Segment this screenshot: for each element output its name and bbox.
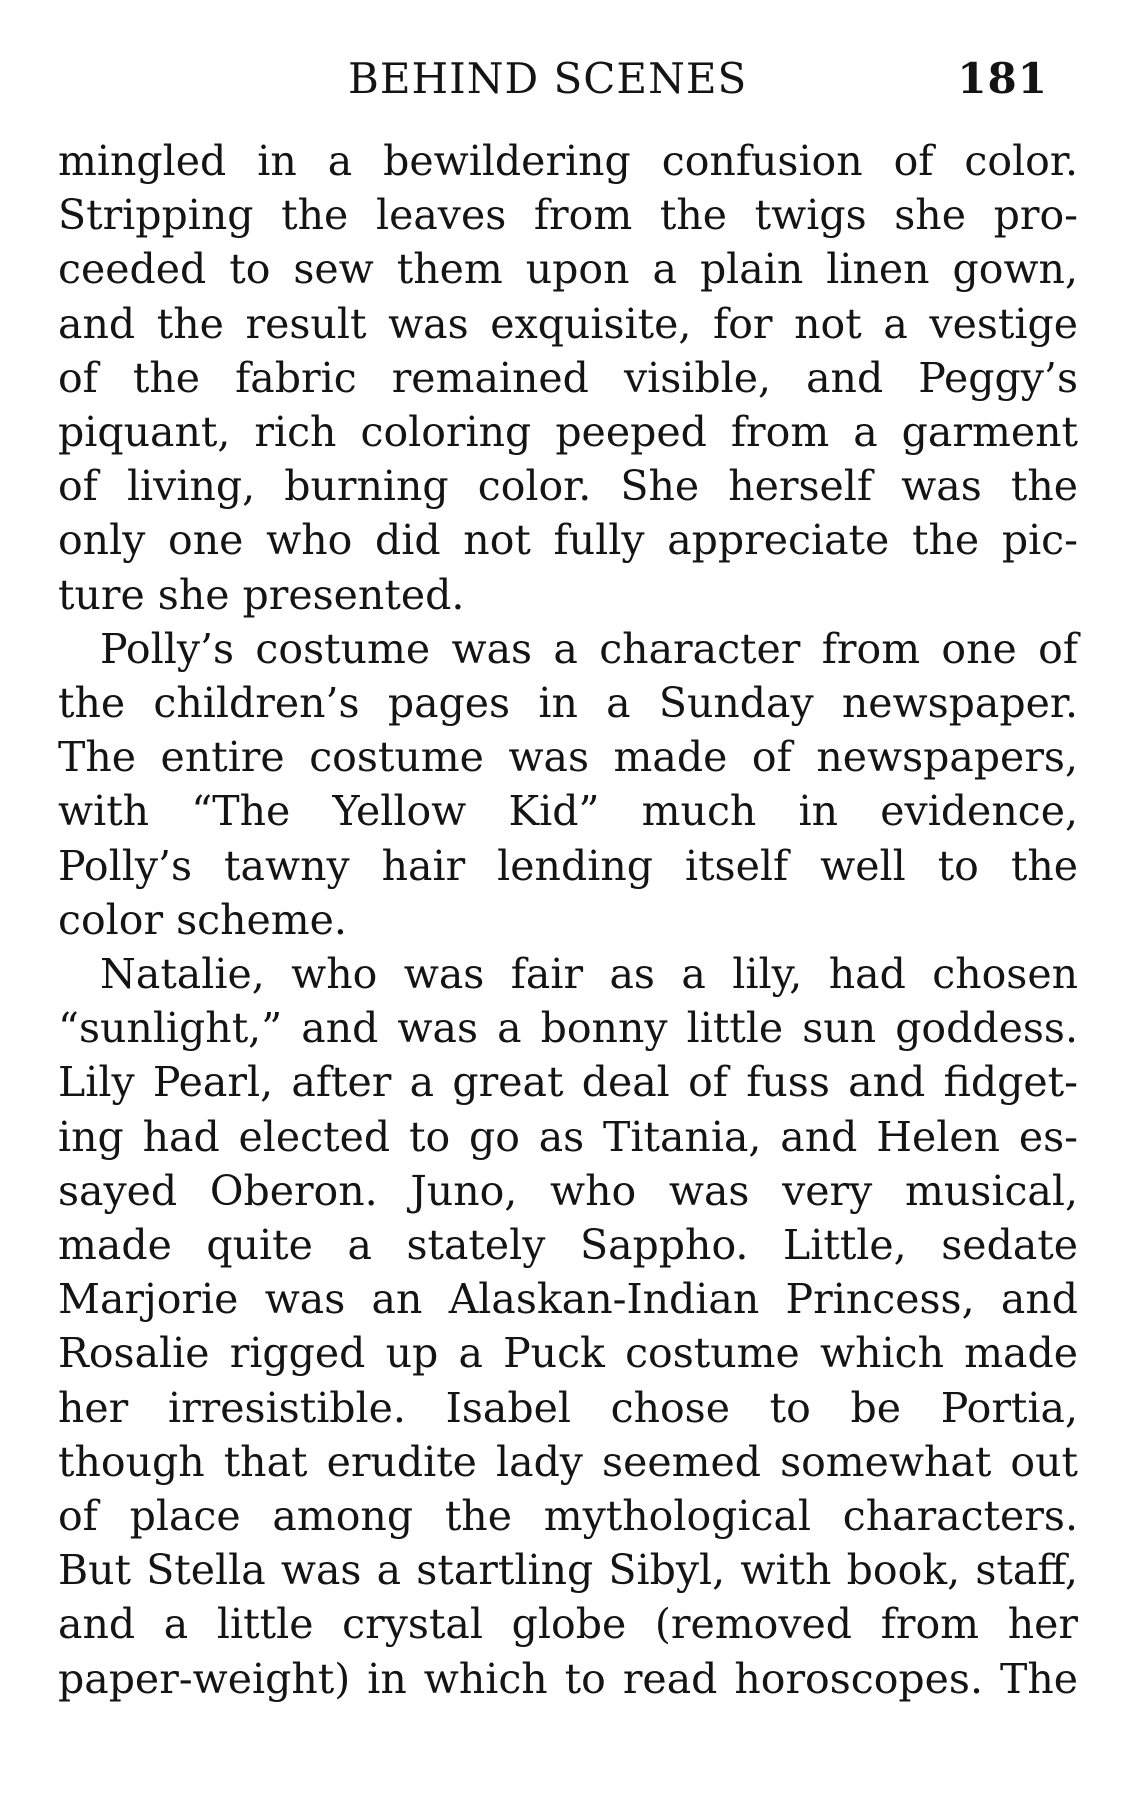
text-line: with “The Yellow Kid” much in evidence, [58,787,1078,836]
text-line: of place among the mythological characters. [58,1492,1078,1541]
running-title: BEHIND SCENES [348,54,748,103]
body-text [58,134,1078,1706]
book-page [58,54,1078,1706]
text-line: ing had elected to go as Titania, and Helen es- [58,1112,1078,1161]
text-line: of living, burning color. She herself was the [58,462,1078,511]
paragraph-2 [58,622,1078,947]
text-line: and the result was exquisite, for not a vestige [58,299,1078,348]
text-line: the children’s pages in a Sunday newspaper. [58,679,1078,728]
text-line: ture she presented. [58,570,465,619]
text-line: made quite a stately Sappho. Little, sedate [58,1221,1078,1270]
page-number: 181 [957,54,1048,103]
text-line: ceeded to sew them upon a plain linen gown, [58,245,1078,294]
text-line: Lily Pearl, after a great deal of fuss and fidget- [58,1058,1078,1107]
text-line: Natalie, who was fair as a lily, had chosen [100,950,1078,999]
text-line: Polly’s tawny hair lending itself well to the [58,841,1078,890]
text-line: sayed Oberon. Juno, who was very musical, [58,1166,1078,1215]
text-line: Stripping the leaves from the twigs she pro- [58,191,1078,240]
text-line: The entire costume was made of newspapers, [58,733,1078,782]
text-line: paper-weight) in which to read horoscopes. The [58,1654,1078,1703]
text-line: though that erudite lady seemed somewhat out [58,1437,1078,1486]
text-line: mingled in a bewildering confusion of color. [58,137,1078,185]
text-line: her irresistible. Isabel chose to be Portia, [58,1383,1078,1432]
text-line: But Stella was a startling Sibyl, with book, staff, [58,1546,1078,1595]
text-line: “sunlight,” and was a bonny little sun goddess. [58,1004,1078,1053]
text-line: Marjorie was an Alaskan-Indian Princess, and [58,1275,1078,1324]
running-head [58,54,1078,104]
text-line: and a little crystal globe (removed from her [58,1600,1078,1649]
text-line: piquant, rich coloring peeped from a garment [58,408,1078,457]
text-line: of the fabric remained visible, and Peggy’s [58,353,1078,402]
paragraph-1 [58,134,1078,622]
text-line: only one who did not fully appreciate the pic- [58,516,1078,565]
text-line: Polly’s costume was a character from one of [100,624,1078,673]
paragraph-3 [58,947,1078,1706]
text-line: Rosalie rigged up a Puck costume which made [58,1329,1078,1378]
text-line: color scheme. [58,895,347,944]
